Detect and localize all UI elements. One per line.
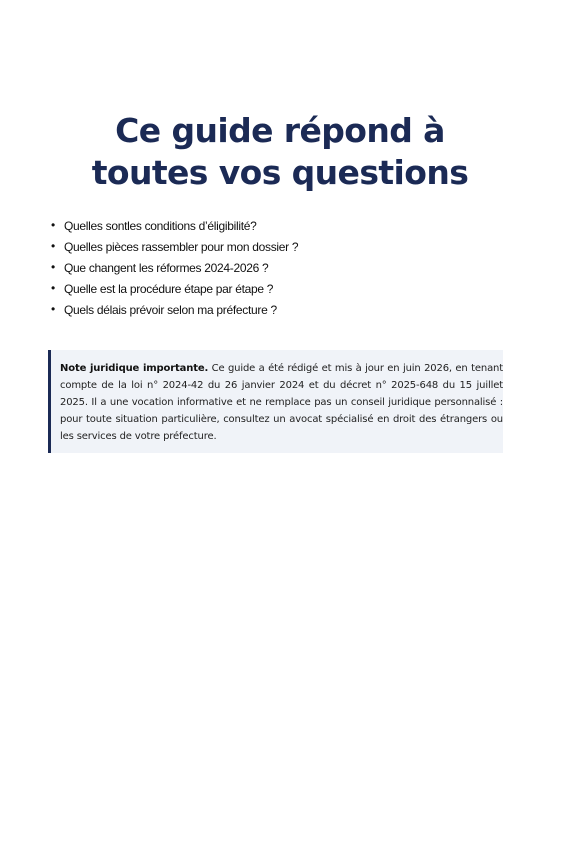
- bullet-icon: •: [51, 218, 55, 232]
- bullet-icon: •: [51, 302, 55, 316]
- bullet-icon: •: [51, 260, 55, 274]
- question-text: Quelles sontles conditions d’éligibilité?: [64, 219, 257, 233]
- question-text: Que changent les réformes 2024-2026 ?: [64, 261, 269, 275]
- page-title-line-1: Ce guide répond à: [115, 111, 445, 150]
- question-text: Quelle est la procédure étape par étape ?: [64, 282, 274, 296]
- question-item: [50, 237, 510, 258]
- bullet-icon: •: [51, 239, 55, 253]
- bullet-icon: •: [51, 281, 55, 295]
- page-title-line-2: toutes vos questions: [91, 153, 469, 192]
- legal-note-text: Ce guide a été rédigé et mis à jour en juin 2026, en tenant compte de la loi n° 2024-42 du 26 janvier 2024 et du décret n° 2025-648 du 15 juillet 2025. Il a une vocation informative et ne remplace pas un conseil juridique personnalisé : pour toute situation particulière, consultez un avocat spécialisé en droit des étrangers ou les services de votre préfecture.: [60, 363, 504, 442]
- question-list: [50, 216, 510, 321]
- legal-note-box: [48, 350, 503, 453]
- question-item: [50, 279, 510, 300]
- question-item: [50, 300, 510, 321]
- page-title: [40, 110, 520, 194]
- legal-note-label: Note juridique importante.: [60, 363, 209, 374]
- question-item: [50, 216, 510, 237]
- question-text: Quelles pièces rassembler pour mon dossier ?: [64, 240, 299, 254]
- question-text: Quels délais prévoir selon ma préfecture ?: [64, 303, 277, 317]
- question-item: [50, 258, 510, 279]
